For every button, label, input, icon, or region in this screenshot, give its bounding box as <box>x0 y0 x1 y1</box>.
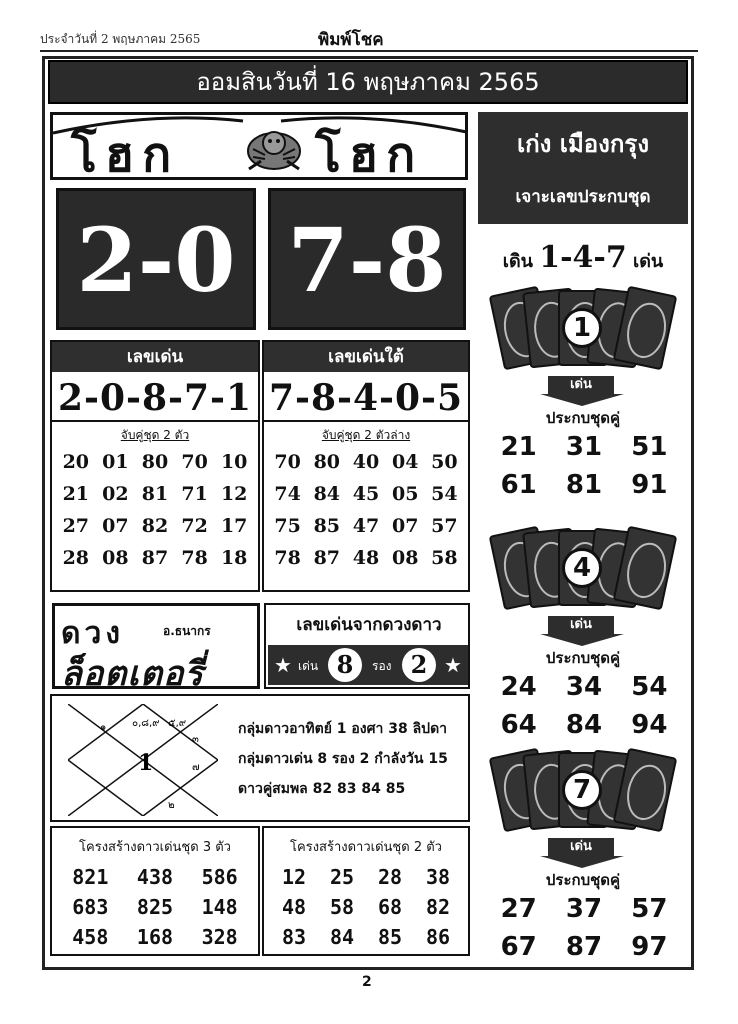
card-fan-icon <box>496 290 672 378</box>
lead-left-digits: 2-0-8-7-1 <box>52 372 258 422</box>
astrology-chart <box>68 704 218 816</box>
structure-number: 821 <box>72 865 109 889</box>
star-lead-bar <box>268 645 468 685</box>
right-lead-prefix: เดิน <box>502 251 533 272</box>
structure-number: 83 <box>281 925 307 949</box>
group-number: 64 <box>500 710 537 740</box>
lottery-logo-top: ดวง <box>61 616 124 651</box>
pair-number: 80 <box>313 451 341 473</box>
pair-number: 40 <box>352 451 380 473</box>
lead-right-pairs-title: จับคู่ชุด 2 ตัวล่าง <box>321 428 411 442</box>
structure-number: 12 <box>281 865 307 889</box>
structure-2-numbers <box>264 857 468 949</box>
pair-number: 08 <box>102 547 129 569</box>
group-number: 97 <box>631 932 668 962</box>
structure-number: 586 <box>201 865 238 889</box>
group-number: 84 <box>565 710 603 740</box>
pair-number: 17 <box>220 515 248 537</box>
star-lead-title: เลขเด่นจากดวงดาว <box>296 615 442 635</box>
lead-right-digits: 7-8-4-0-5 <box>264 372 468 422</box>
structure-2-title: โครงสร้างดาวเด่นชุด 2 ตัว <box>290 840 442 855</box>
structure-number: 68 <box>377 895 403 919</box>
astro-house: ๓ <box>192 734 199 745</box>
structure-number: 82 <box>425 895 451 919</box>
lead-left-box <box>50 340 260 592</box>
astro-house: ๑ <box>100 722 107 733</box>
card-fan-icon <box>496 752 672 840</box>
hok-word-right: โฮก <box>315 127 424 180</box>
structure-number: 683 <box>72 895 109 919</box>
group-number: 87 <box>565 932 603 962</box>
header-divider <box>40 50 698 52</box>
group-number: 37 <box>565 894 603 924</box>
hok-word-left: โฮก <box>71 127 180 180</box>
pair-number: 04 <box>391 451 419 473</box>
star-sub-value: 2 <box>402 648 436 682</box>
group-numbers <box>486 672 682 740</box>
pair-number: 08 <box>391 547 419 569</box>
group-number: 67 <box>500 932 537 962</box>
pair-number: 18 <box>220 547 248 569</box>
group-label: เด่น <box>548 376 614 394</box>
group-number: 27 <box>500 894 537 924</box>
arrow-down-icon <box>540 394 624 406</box>
lead-left-pairs-title: จับคู่ชุด 2 ตัว <box>120 428 190 442</box>
pair-number: 75 <box>274 515 301 537</box>
pair-number: 10 <box>220 451 248 473</box>
group-digit: 1 <box>562 308 602 348</box>
issue-date: ประจำวันที่ 2 พฤษภาคม 2565 <box>40 32 201 46</box>
group-numbers <box>486 894 682 962</box>
pair-number: 70 <box>181 451 208 473</box>
group-label: เด่น <box>548 838 614 856</box>
structure-number: 328 <box>201 925 238 949</box>
pair-number: 72 <box>181 515 208 537</box>
group-number: 81 <box>565 470 603 500</box>
big-number-left: 2-0 <box>56 188 256 330</box>
group-sub-label: ประกบชุดคู่ <box>545 649 621 667</box>
astro-note: กลุ่มดาวอาทิตย์ 1 องศา 38 ลิปดา <box>238 721 448 737</box>
pair-number: 74 <box>274 483 301 505</box>
structure-number: 438 <box>136 865 174 889</box>
pair-number: 87 <box>313 547 341 569</box>
group-label: เด่น <box>548 616 614 634</box>
pair-number: 85 <box>313 515 341 537</box>
structure-3-digit-box <box>50 826 260 956</box>
group-sub-label: ประกบชุดคู่ <box>545 871 621 889</box>
big-number-right: 7-8 <box>268 188 466 330</box>
pair-number: 27 <box>62 515 90 537</box>
group-number: 21 <box>500 432 537 462</box>
arrow-down-icon <box>540 856 624 868</box>
astro-house: ๒ <box>168 800 175 811</box>
pair-number: 12 <box>220 483 248 505</box>
pair-number: 47 <box>352 515 380 537</box>
astro-note: ดาวคู่สมพล 82 83 84 85 <box>238 781 406 797</box>
pair-number: 07 <box>102 515 129 537</box>
astro-center: 1 <box>138 750 154 776</box>
group-number: 61 <box>500 470 537 500</box>
pair-number: 80 <box>141 451 169 473</box>
right-lead <box>478 240 688 275</box>
lead-right-box <box>262 340 470 592</box>
right-title: เก่ง เมืองกรุง <box>516 130 650 158</box>
group-numbers <box>486 432 682 500</box>
structure-number: 25 <box>329 865 355 889</box>
group-number: 54 <box>631 672 668 702</box>
pair-number: 78 <box>181 547 208 569</box>
structure-number: 38 <box>425 865 451 889</box>
astro-house: ๕,๙ <box>168 718 187 729</box>
pair-number: 81 <box>141 483 169 505</box>
pair-number: 48 <box>352 547 380 569</box>
structure-number: 458 <box>72 925 109 949</box>
pair-number: 50 <box>431 451 458 473</box>
astro-note: กลุ่มดาวเด่น 8 รอง 2 กำลังวัน 15 <box>238 751 448 767</box>
lead-right-title: เลขเด่นใต้ <box>264 342 468 372</box>
group-number: 24 <box>500 672 537 702</box>
group-number: 34 <box>565 672 603 702</box>
structure-number: 148 <box>201 895 238 919</box>
group-digit: 7 <box>562 770 602 810</box>
right-subtitle: เจาะเลขประกบชุด <box>515 187 651 207</box>
group-number: 94 <box>631 710 668 740</box>
pair-number: 07 <box>391 515 419 537</box>
lead-right-pairs <box>264 445 468 569</box>
star-lead-box <box>264 603 470 689</box>
group-digit: 4 <box>562 548 602 588</box>
lottery-logo-author: อ.ธนากร <box>163 624 211 638</box>
group-number: 57 <box>631 894 668 924</box>
pair-number: 82 <box>141 515 169 537</box>
structure-number: 28 <box>377 865 403 889</box>
lottery-logo-bottom: ล็อตเตอรี่ <box>61 654 204 694</box>
group-number: 31 <box>565 432 603 462</box>
structure-number: 84 <box>329 925 355 949</box>
publication-title: พิมพ์โชค <box>318 30 384 50</box>
lead-left-pairs <box>52 445 258 569</box>
pair-number: 70 <box>274 451 301 473</box>
astro-house: ๗ <box>192 762 200 773</box>
group-sub-label: ประกบชุดคู่ <box>545 409 621 427</box>
tiger-icon <box>241 121 307 177</box>
structure-3-title: โครงสร้างดาวเด่นชุด 3 ตัว <box>79 840 231 855</box>
pair-number: 28 <box>62 547 90 569</box>
structure-number: 86 <box>425 925 451 949</box>
group-number: 91 <box>631 470 668 500</box>
pair-number: 20 <box>62 451 90 473</box>
structure-number: 85 <box>377 925 403 949</box>
pair-number: 84 <box>313 483 341 505</box>
lead-left-title: เลขเด่น <box>52 342 258 372</box>
structure-number: 48 <box>281 895 307 919</box>
pair-number: 45 <box>352 483 380 505</box>
star-sub-label: รอง <box>372 659 392 673</box>
star-lead-label: เด่น <box>298 659 319 673</box>
arrow-down-icon <box>540 634 624 646</box>
pair-number: 54 <box>431 483 458 505</box>
pair-number: 87 <box>141 547 169 569</box>
pair-number: 21 <box>62 483 90 505</box>
pair-number: 78 <box>274 547 301 569</box>
pair-number: 01 <box>102 451 129 473</box>
pair-number: 58 <box>431 547 458 569</box>
pair-number: 02 <box>102 483 129 505</box>
card-fan-icon <box>496 530 672 618</box>
group-number: 51 <box>631 432 668 462</box>
right-lead-suffix: เด่น <box>633 251 664 272</box>
astro-house: ๐,๘,๙ <box>132 718 160 729</box>
pair-number: 05 <box>391 483 419 505</box>
structure-number: 168 <box>136 925 174 949</box>
structure-2-digit-box <box>262 826 470 956</box>
lottery-logo <box>52 603 260 694</box>
star-icon: ★ <box>274 653 292 677</box>
structure-number: 825 <box>136 895 174 919</box>
astro-notes <box>238 714 448 804</box>
pair-number: 57 <box>431 515 458 537</box>
star-lead-value: 8 <box>328 648 362 682</box>
pair-number: 71 <box>181 483 208 505</box>
draw-banner: ออมสินวันที่ 16 พฤษภาคม 2565 <box>48 60 688 104</box>
star-icon: ★ <box>444 653 462 677</box>
right-lead-digits: 1-4-7 <box>539 240 627 275</box>
hok-title-box <box>50 112 468 180</box>
page-number: 2 <box>362 974 372 990</box>
structure-number: 58 <box>329 895 355 919</box>
right-header <box>478 112 688 224</box>
astrology-chart-box <box>50 694 470 822</box>
structure-3-numbers <box>52 857 258 949</box>
